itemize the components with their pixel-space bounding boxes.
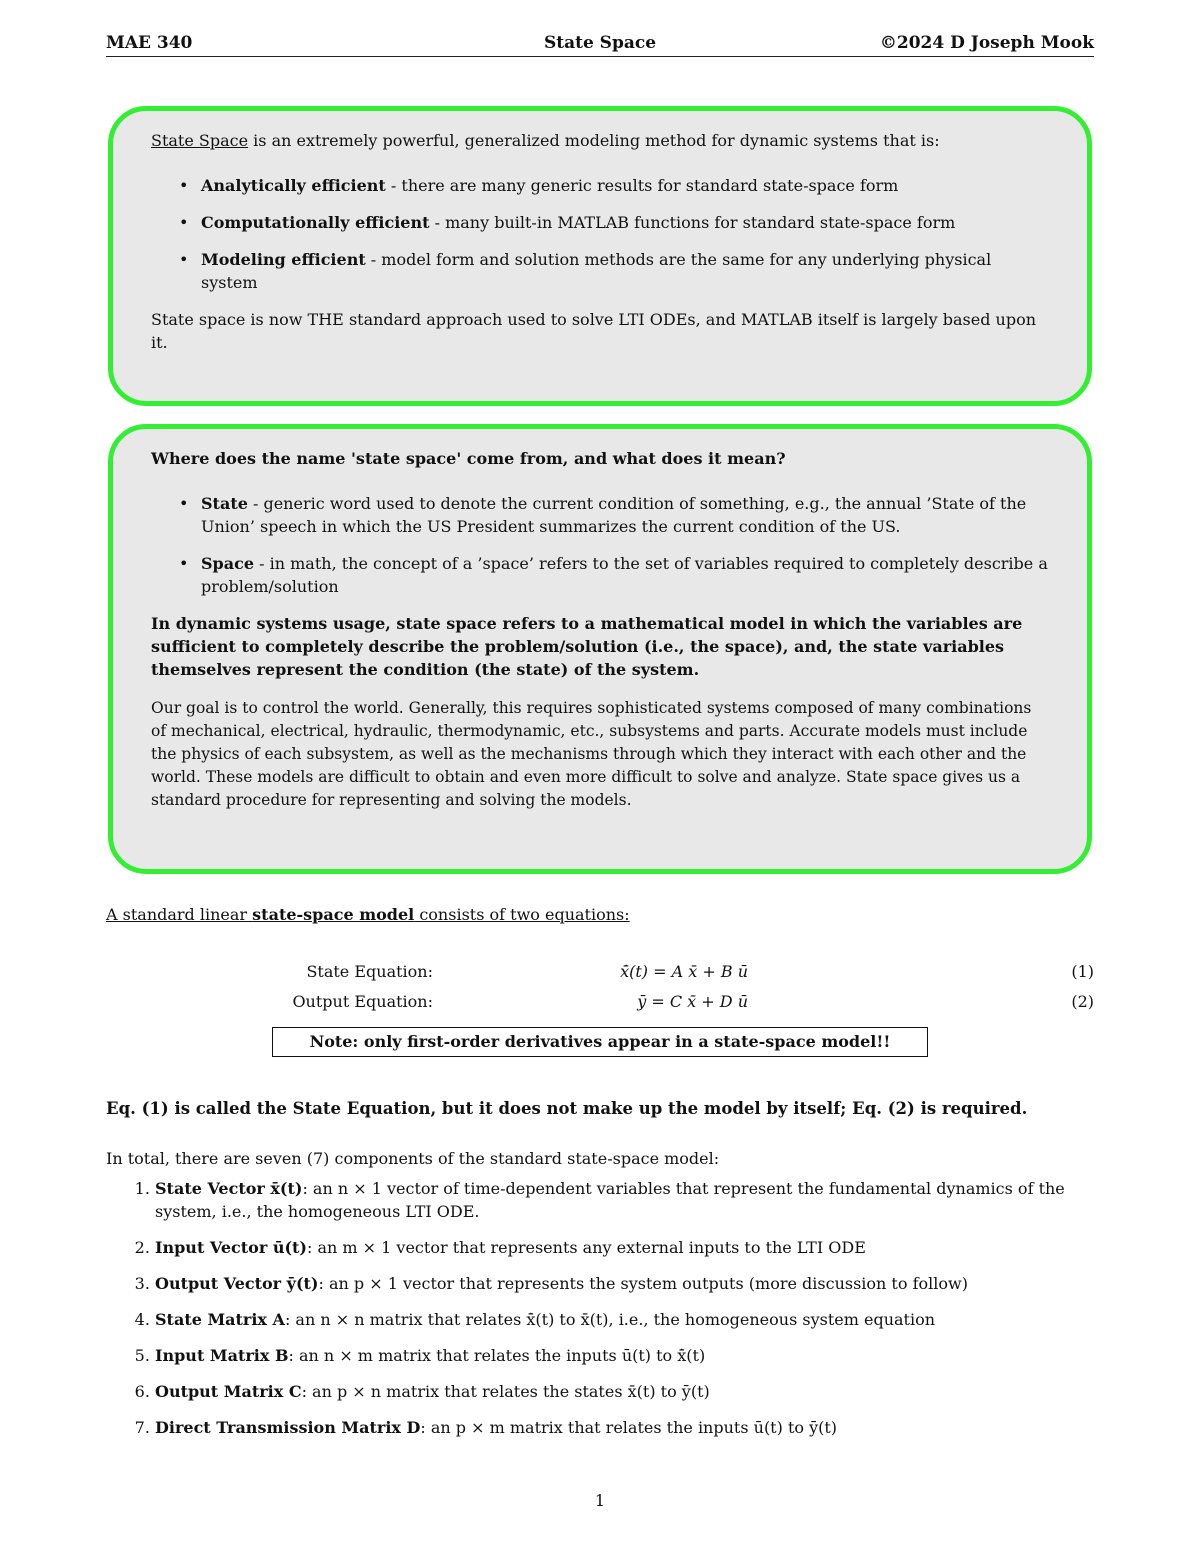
list-item: 2. Input Vector ū(t): an m × 1 vector that represents any external inputs to the LTI ODE [155,1236,1094,1259]
page-topic: State Space [543,33,657,53]
state-space-summary-box [108,106,1092,406]
equation-number: (2) [1071,992,1094,1011]
note-box: Note: only first-order derivatives appear in a state-space model!! [272,1027,928,1057]
list-item: • Modeling efficient - model form and solution methods are the same for any underlying physical system [201,248,1049,294]
model-intro: A standard linear state-space model consists of two equations: [106,905,630,924]
page-number: 1 [594,1491,606,1510]
list-item: 3. Output Vector ȳ(t): an p × 1 vector that represents the system outputs (more discussion to follow) [155,1272,1094,1295]
list-item: 5. Input Matrix B: an n × m matrix that relates the inputs ū(t) to x̄̇(t) [155,1344,1094,1367]
list-item: • Space - in math, the concept of a ’space’ refers to the set of variables required to completely describe a problem/solution [201,552,1049,598]
list-item: 1. State Vector x̄(t): an n × 1 vector of time-dependent variables that represent the fundamental dynamics of the system, i.e., the homogeneous LTI ODE. [155,1177,1094,1223]
copyright: ©2024 D Joseph Mook [879,33,1094,53]
list-item: 6. Output Matrix C: an p × n matrix that relates the states x̄(t) to ȳ(t) [155,1380,1094,1403]
box2-question: Where does the name 'state space' come from, and what does it mean? [151,449,786,468]
components-list [106,1177,1094,1452]
equation-statement: Eq. (1) is called the State Equation, but it does not make up the model by itself; Eq. (2) is required. [106,1099,1028,1118]
equation-number: (1) [1071,962,1094,981]
list-item: • Computationally efficient - many built-in MATLAB functions for standard state-space form [201,211,1049,234]
state-equation [0,960,1200,984]
list-item: • State - generic word used to denote the current condition of something, e.g., the annual ’State of the Union’ speech in which the US President summarizes the current condition of the US. [201,492,1049,538]
components-intro: In total, there are seven (7) components of the standard state-space model: [106,1149,720,1168]
box1-closing: State space is now THE standard approach used to solve LTI ODEs, and MATLAB itself is largely based upon it. [151,310,1037,352]
equation-label: State Equation: [306,962,433,981]
box1-intro: State Space is an extremely powerful, generalized modeling method for dynamic systems that is: [151,131,940,150]
equation-body: x̄̇(t) = A x̄ + B ū [620,962,748,981]
meaning-list [151,492,1049,598]
state-space-term: State Space [151,131,249,150]
page-header [106,30,1094,57]
definition-paragraph: In dynamic systems usage, state space refers to a mathematical model in which the variables are sufficient to completely describe the problem/solution (i.e., the space), and, the state variables themselves represent the condition (the state) of the system. [151,614,1023,679]
course-code: MAE 340 [106,33,193,53]
output-equation [0,990,1200,1014]
state-space-meaning-box [108,424,1092,874]
equation-body: ȳ = C x̄ + D ū [637,992,748,1011]
list-item: 4. State Matrix A: an n × n matrix that relates x̄̇(t) to x̄(t), i.e., the homogeneous system equation [155,1308,1094,1331]
list-item: • Analytically efficient - there are many generic results for standard state-space form [201,174,1049,197]
efficiency-list [151,174,1049,294]
list-item: 7. Direct Transmission Matrix D: an p × m matrix that relates the inputs ū(t) to ȳ(t) [155,1416,1094,1439]
goal-paragraph: Our goal is to control the world. Generally, this requires sophisticated systems composed of many combinations of mechanical, electrical, hydraulic, thermodynamic, etc., subsystems and parts. Accurate models must include the physics of each subsystem, as well as the mechanisms through which they interact with each other and the world. These models are difficult to obtain and even more difficult to solve and analyze. State space gives us a standard procedure for representing and solving the models. [151,699,1032,809]
equation-label: Output Equation: [292,992,433,1011]
